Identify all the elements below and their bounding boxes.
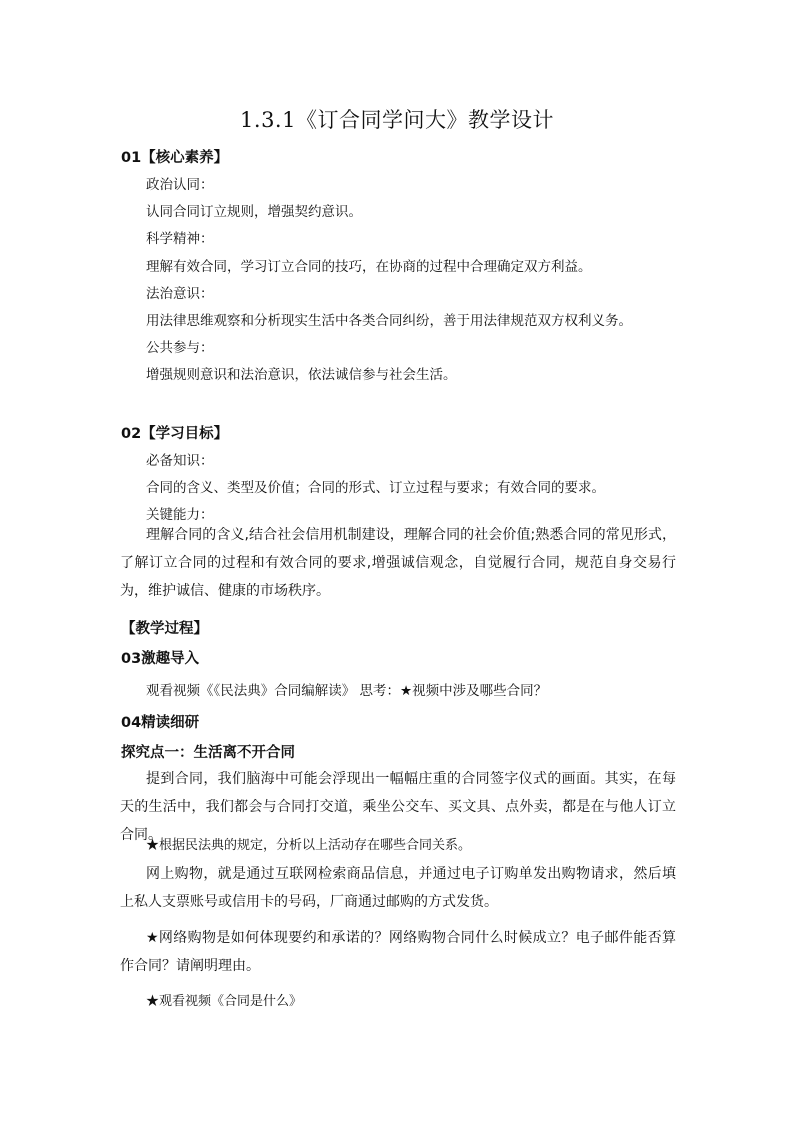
inquiry-question-2: ★网络购物是如何体现要约和承诺的？网络购物合同什么时候成立？电子邮件能否算作合同？请阐明理由。 <box>120 930 676 974</box>
political-identity-label: 政治认同： <box>146 177 214 193</box>
video-prompt: ★观看视频《合同是什么》 <box>146 994 303 1009</box>
key-ability-paragraph: 理解合同的含义,结合社会信用机制建设，理解合同的社会价值;熟悉合同的常见形式，了解订立合同的过程和有效合同的要求,增强诚信观念，自觉履行合同，规范自身交易行为，维护诚信、健康的市场秩序。 <box>120 527 676 599</box>
scientific-spirit-text: 理解有效合同，学习订立合同的技巧，在协商的过程中合理确定双方利益。 <box>146 259 592 275</box>
inquiry-point-one-heading: 探究点一：生活离不开合同 <box>121 745 295 761</box>
public-participation-text: 增强规则意识和法治意识，依法诚信参与社会生活。 <box>146 367 457 383</box>
intro-text: 观看视频《《民法典》合同编解读》 思考：★视频中涉及哪些合同？ <box>146 683 548 699</box>
rule-of-law-text: 用法律思维观察和分析现实生活中各类合同纠纷，善于用法律规范双方权利义务。 <box>146 313 632 329</box>
inquiry-paragraph-2: 网上购物，就是通过互联网检索商品信息，并通过电子订购单发出购物请求，然后填上私人支票账号或信用卡的号码，厂商通过邮购的方式发货。 <box>120 866 676 910</box>
inquiry-question-1: ★根据民法典的规定，分析以上活动存在哪些合同关系。 <box>146 838 472 853</box>
page-title: 1.3.1《订合同学问大》教学设计 <box>240 108 554 132</box>
scientific-spirit-label: 科学精神： <box>146 231 214 247</box>
inquiry-paragraph-1: 提到合同，我们脑海中可能会浮现出一幅幅庄重的合同签字仪式的画面。其实，在每天的生活中，我们都会与合同打交道，乘坐公交车、买文具、点外卖，都是在与他人订立合同。 <box>120 771 676 843</box>
public-participation-label: 公共参与： <box>146 340 214 356</box>
section-heading-core-literacy: 01【核心素养】 <box>121 150 229 166</box>
section-heading-learning-goals: 02【学习目标】 <box>121 426 229 442</box>
key-ability-label: 关键能力： <box>146 507 214 523</box>
section-heading-close-reading: 04精读细研 <box>121 715 200 731</box>
section-heading-interest-intro: 03激趣导入 <box>121 651 200 667</box>
section-heading-teaching-process: 【教学过程】 <box>121 621 208 637</box>
rule-of-law-label: 法治意识： <box>146 286 214 302</box>
essential-knowledge-label: 必备知识： <box>146 453 214 469</box>
political-identity-text: 认同合同订立规则，增强契约意识。 <box>146 204 362 220</box>
essential-knowledge-text: 合同的含义、类型及价值；合同的形式、订立过程与要求；有效合同的要求。 <box>146 480 605 496</box>
